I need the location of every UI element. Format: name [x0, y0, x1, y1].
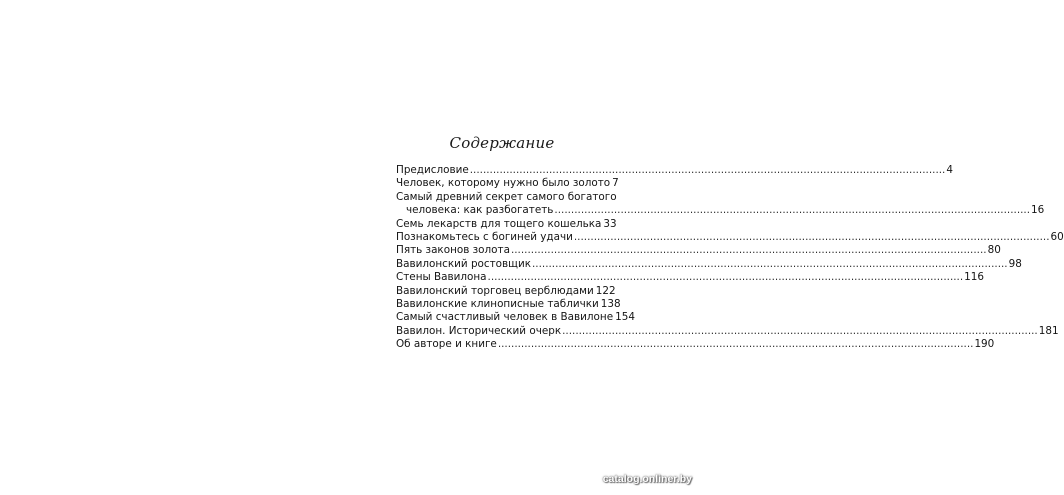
toc-entry [396, 244, 1001, 257]
toc-entry [396, 190, 1045, 218]
toc-entry-title: Предисловие [396, 164, 469, 176]
watermark: catalog.onliner.by [602, 473, 692, 485]
toc-entry-title: Вавилонские клинописные таблички [396, 297, 599, 310]
toc-entry-page: 116 [964, 271, 985, 284]
toc-entry-page: 122 [595, 284, 616, 297]
toc-entry-page: 60 [1050, 230, 1064, 243]
toc-entry [396, 230, 1064, 244]
toc-entry-page: 154 [615, 311, 635, 324]
toc-entry-title: Пять законов золота [396, 244, 510, 257]
toc-entry-title: Познакомьтесь с богиней удачи [396, 230, 573, 243]
toc-entry [396, 164, 953, 177]
toc-entry [396, 324, 1059, 338]
toc-leader-dots [498, 338, 974, 351]
toc-entry-title: Вавилонский ростовщик [396, 257, 531, 270]
toc-title: Содержание [449, 134, 555, 152]
toc-entry [396, 271, 985, 284]
toc-leader-dots [574, 231, 1050, 244]
toc-leader-dots [554, 204, 1030, 217]
toc-entry-page: 190 [974, 338, 995, 351]
toc-entry-title-line1: Самый древний секрет самого богатого [396, 190, 617, 203]
page-gutter [349, 0, 350, 495]
toc-leader-dots [562, 325, 1038, 338]
toc-entry [396, 217, 617, 231]
toc-entry [396, 311, 635, 324]
table-of-contents [396, 164, 1064, 351]
toc-leader-dots [532, 258, 1008, 271]
toc-entry-page: 16 [1031, 204, 1045, 217]
toc-entry [396, 257, 1022, 271]
toc-entry [396, 177, 619, 190]
toc-entry-page: 181 [1038, 324, 1059, 337]
toc-entry-page: 33 [603, 217, 617, 230]
toc-entry [396, 338, 995, 351]
toc-entry-title: Человек, которому нужно было золото [396, 177, 611, 190]
toc-entry-title: Вавилонский торговец верблюдами [396, 284, 594, 297]
toc-entry-page: 138 [600, 297, 621, 310]
toc-entry-page: 4 [946, 164, 953, 176]
toc-entry [396, 284, 616, 298]
toc-leader-dots [511, 244, 987, 257]
toc-entry-title-line2: человека: как разбогатеть [406, 204, 554, 217]
toc-entry-title: Об авторе и книге [396, 338, 497, 351]
toc-entry-page: 80 [987, 244, 1001, 257]
toc-entry-title: Самый счастливый человек в Вавилоне [396, 311, 614, 324]
toc-leader-dots [488, 271, 964, 284]
toc-leader-dots [470, 164, 946, 177]
toc-entry-title: Семь лекарств для тощего кошелька [396, 217, 602, 230]
toc-entry-title: Стены Вавилона [396, 271, 487, 284]
toc-entry-page: 7 [612, 177, 619, 190]
toc-entry-title: Вавилон. Исторический очерк [396, 324, 562, 337]
toc-entry-page: 98 [1008, 257, 1022, 270]
toc-entry [396, 297, 621, 311]
